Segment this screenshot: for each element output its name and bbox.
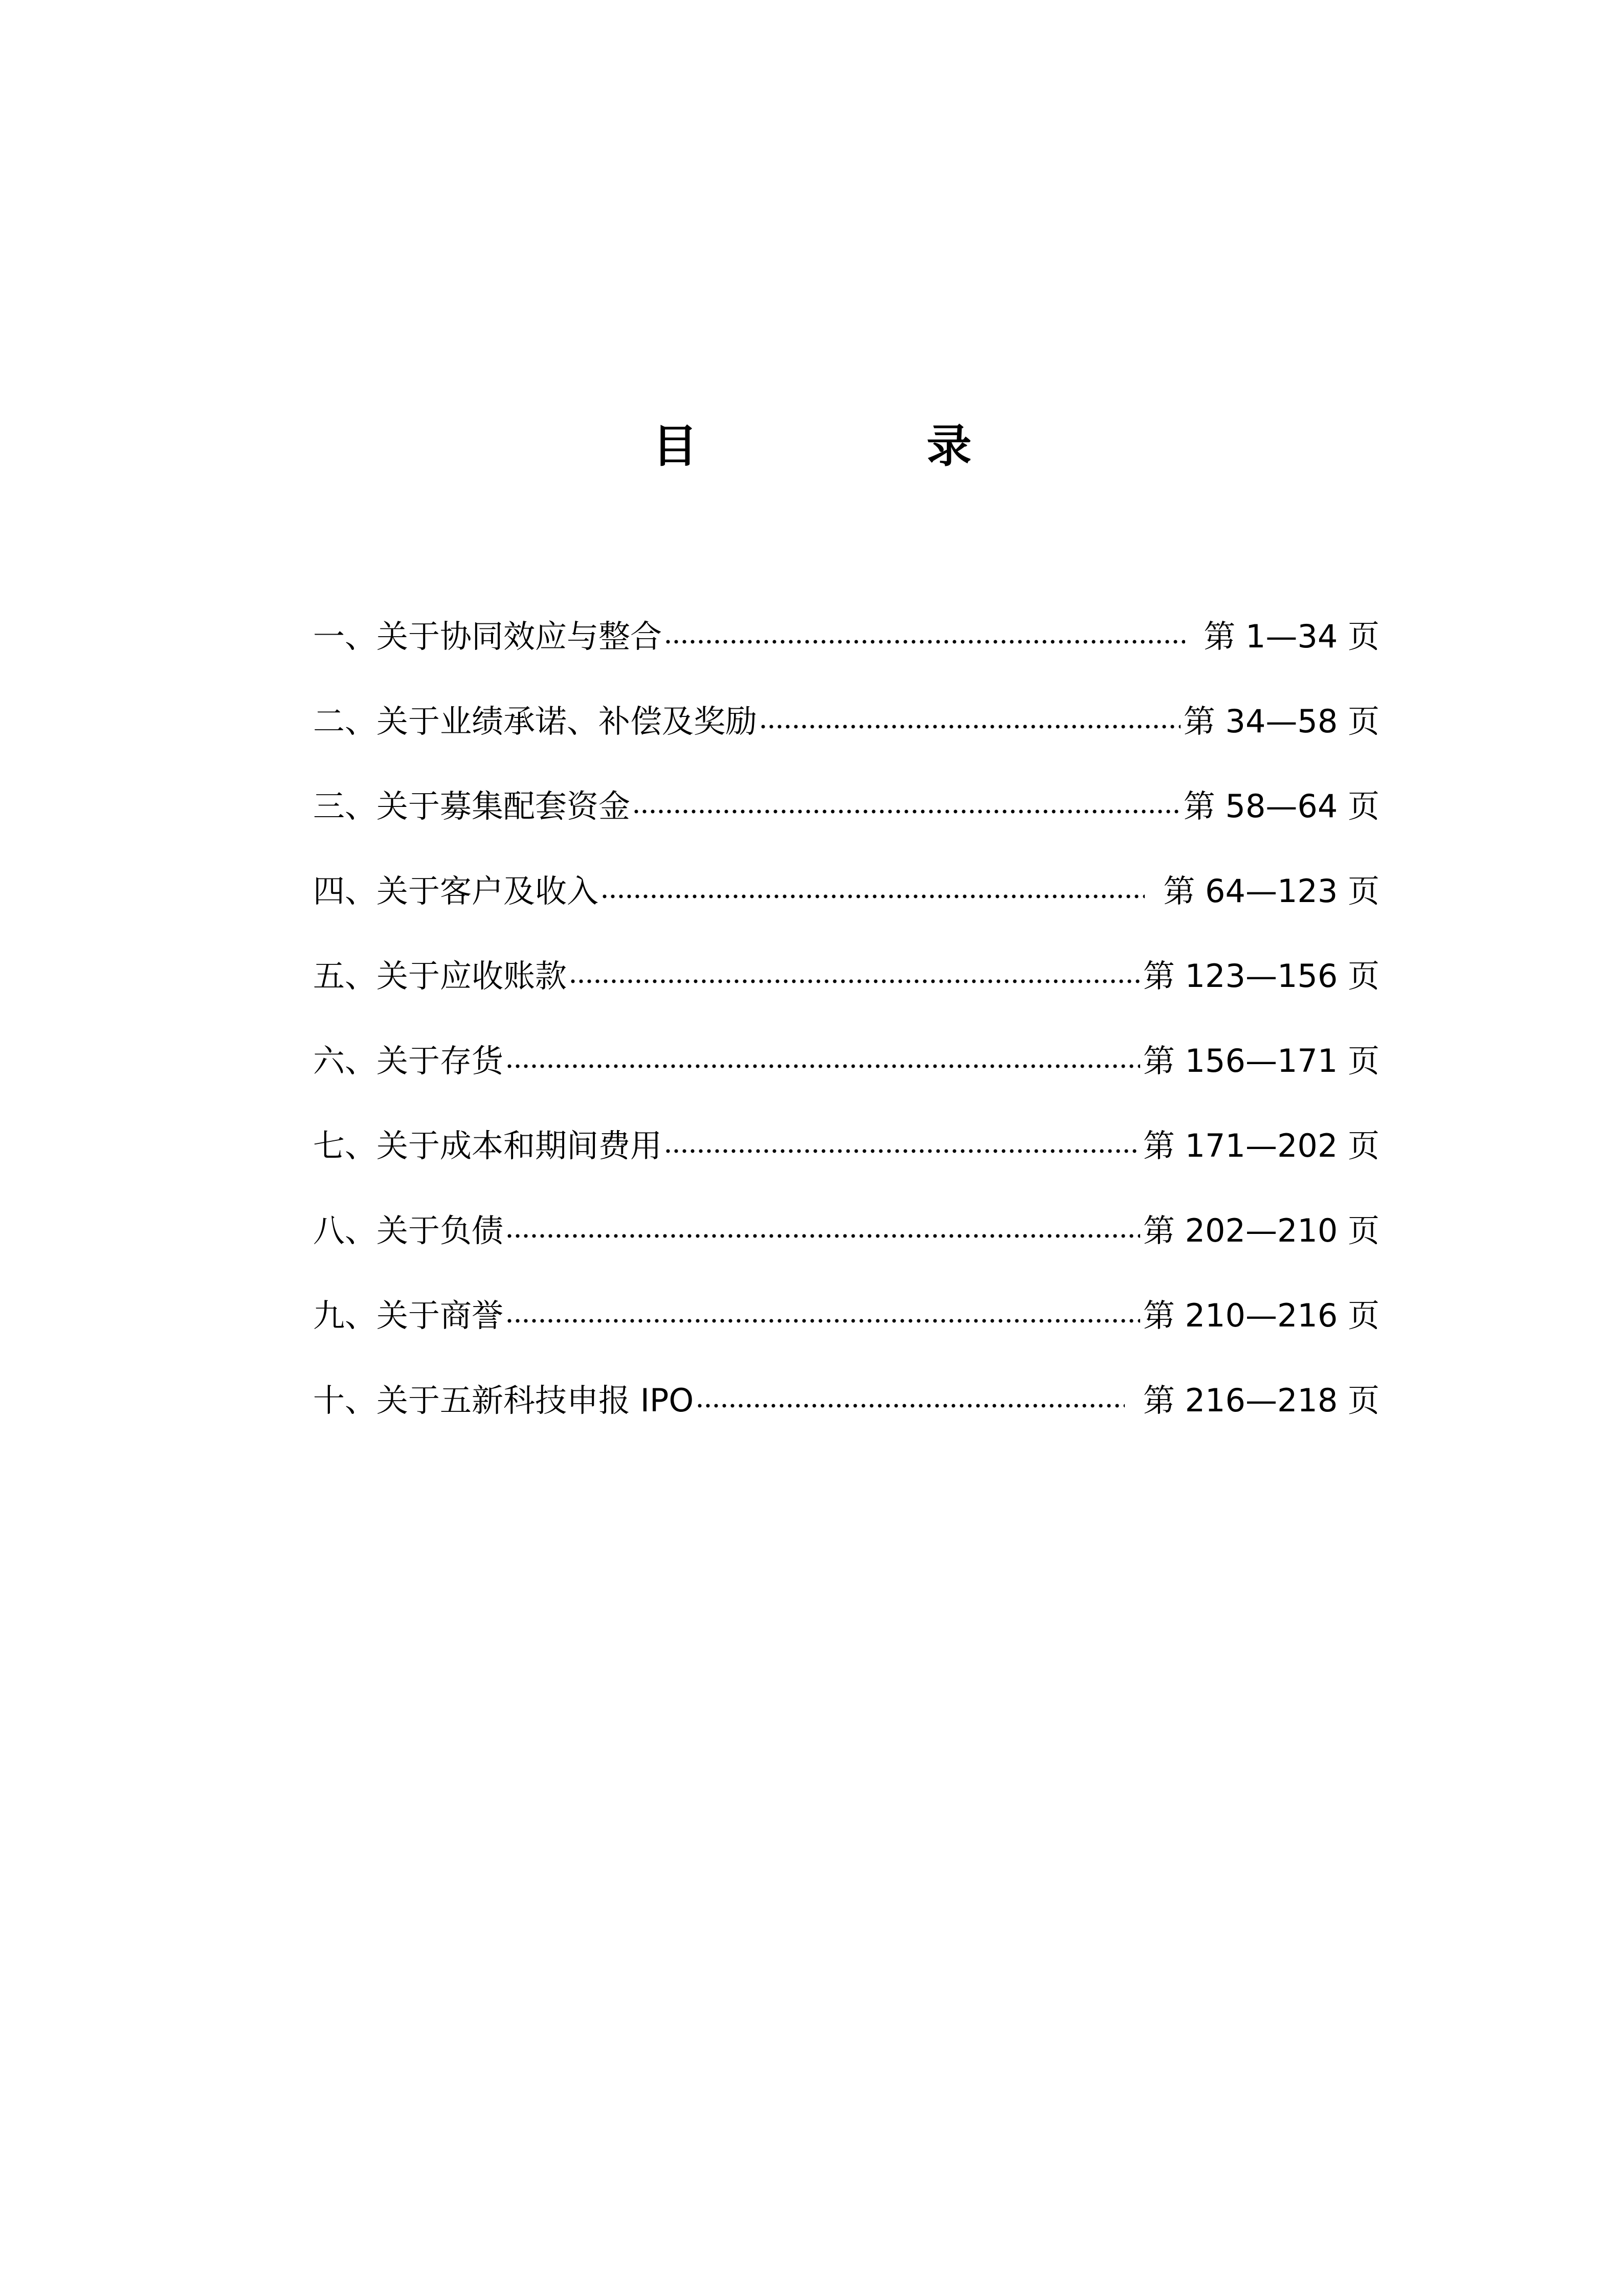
dot-leader: [664, 1149, 1140, 1153]
dot-leader: [632, 809, 1181, 814]
toc-entry-label: 四、关于客户及收入: [313, 872, 599, 910]
toc-entry-page-range: 第 34—58 页: [1183, 703, 1380, 740]
toc-entry[interactable]: [313, 868, 1380, 914]
toc-entry[interactable]: [313, 953, 1380, 999]
toc-entry[interactable]: [313, 699, 1380, 745]
toc-entry[interactable]: [313, 1293, 1380, 1339]
dot-leader: [759, 725, 1181, 729]
dot-leader: [600, 894, 1145, 898]
dot-leader: [505, 1234, 1140, 1238]
toc-entry-page-range: 第 64—123 页: [1163, 872, 1380, 910]
toc-entry-label: 七、关于成本和期间费用: [313, 1127, 662, 1164]
dot-leader: [505, 1064, 1140, 1068]
toc-entry[interactable]: [313, 1038, 1380, 1084]
toc-entry[interactable]: [313, 614, 1380, 660]
page-title: 目 录: [652, 420, 1064, 472]
toc-entry-label: 二、关于业绩承诺、补偿及奖励: [313, 703, 758, 740]
toc-entry[interactable]: [313, 783, 1380, 829]
dot-leader: [696, 1404, 1125, 1408]
toc-entry-label: 六、关于存货: [313, 1042, 504, 1079]
toc-entry[interactable]: [313, 1208, 1380, 1254]
toc-entry-page-range: 第 156—171 页: [1143, 1042, 1380, 1079]
toc-entry-page-range: 第 216—218 页: [1143, 1382, 1380, 1419]
toc-entry-page-range: 第 210—216 页: [1143, 1297, 1380, 1334]
toc-entry[interactable]: [313, 1378, 1380, 1424]
dot-leader: [505, 1319, 1140, 1323]
toc-entry-page-range: 第 123—156 页: [1143, 957, 1380, 995]
toc-entry-label: 一、关于协同效应与整合: [313, 618, 662, 655]
dot-leader: [664, 640, 1185, 644]
toc-entry-label: 八、关于负债: [313, 1212, 504, 1249]
dot-leader: [569, 979, 1140, 983]
toc-list: [313, 0, 1380, 1483]
toc-entry-label: 九、关于商誉: [313, 1297, 504, 1334]
toc-entry-page-range: 第 202—210 页: [1143, 1212, 1380, 1249]
toc-entry-label: 五、关于应收账款: [313, 957, 567, 995]
toc-entry[interactable]: [313, 1123, 1380, 1169]
toc-entry-page-range: 第 171—202 页: [1143, 1127, 1380, 1164]
toc-entry-label: 三、关于募集配套资金: [313, 787, 631, 825]
toc-entry-page-range: 第 58—64 页: [1183, 787, 1380, 825]
toc-entry-page-range: 第 1—34 页: [1204, 618, 1380, 655]
toc-entry-label: 十、关于五新科技申报 IPO: [313, 1382, 694, 1419]
